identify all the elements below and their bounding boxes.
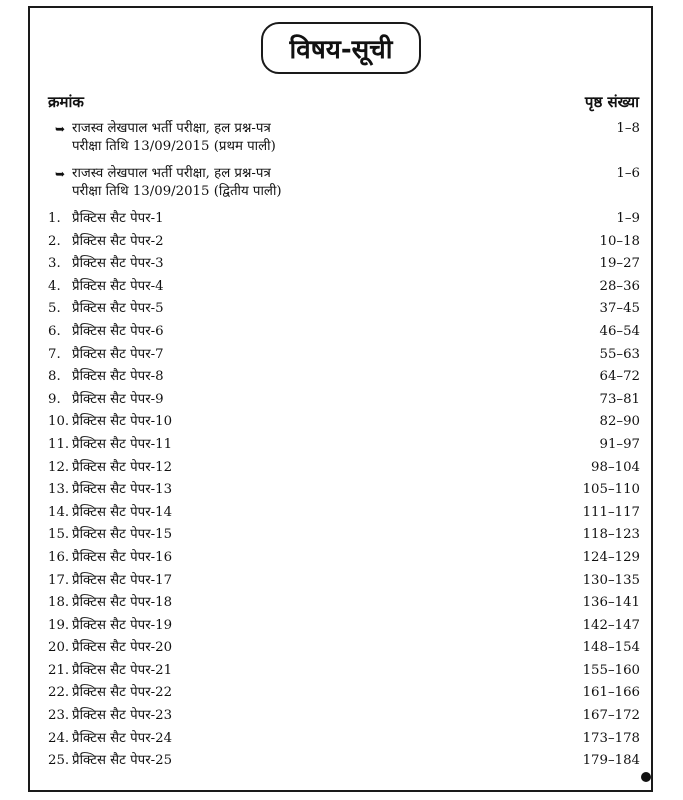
item-title: प्रैक्टिस सैट पेपर-21: [72, 662, 173, 678]
item-title: प्रैक्टिस सैट पेपर-15: [72, 527, 173, 543]
item-pages: 179–184: [582, 753, 640, 769]
list-item: [48, 594, 640, 617]
item-number: 20.: [48, 640, 70, 656]
item-pages: 142–147: [582, 617, 640, 633]
item-title: प्रैक्टिस सैट पेपर-2: [72, 233, 164, 249]
item-number: 25.: [48, 753, 70, 769]
item-number: 24.: [48, 730, 70, 746]
list-item: [48, 639, 640, 662]
item-pages: 155–160: [582, 662, 640, 678]
arrow-bullet-icon: ➥: [54, 122, 66, 136]
item-pages: 91–97: [599, 436, 640, 452]
item-number: 15.: [48, 527, 70, 543]
item-title: प्रैक्टिस सैट पेपर-11: [72, 436, 173, 452]
list-item: [48, 549, 640, 572]
list-item: [48, 391, 640, 414]
item-pages: 55–63: [599, 346, 640, 362]
list-item: [48, 165, 640, 210]
item-title: प्रैक्टिस सैट पेपर-5: [72, 301, 164, 317]
item-title: प्रैक्टिस सैट पेपर-6: [72, 323, 164, 339]
item-subtitle: परीक्षा तिथि 13/09/2015 (द्वितीय पाली): [72, 184, 282, 199]
list-item: [48, 300, 640, 323]
item-number: 23.: [48, 708, 70, 724]
item-pages: 148–154: [582, 640, 640, 656]
list-item: [48, 413, 640, 436]
item-number: 14.: [48, 504, 70, 520]
list-item: [48, 346, 640, 369]
item-number: 10.: [48, 414, 70, 430]
item-pages: 130–135: [582, 572, 640, 588]
item-title: प्रैक्टिस सैट पेपर-24: [72, 730, 173, 746]
item-number: 21.: [48, 662, 70, 678]
list-item: [48, 459, 640, 482]
list-item: [48, 662, 640, 685]
item-title: प्रैक्टिस सैट पेपर-18: [72, 595, 173, 611]
list-item: [48, 436, 640, 459]
item-subtitle: परीक्षा तिथि 13/09/2015 (प्रथम पाली): [72, 139, 276, 154]
item-number: 6.: [48, 323, 61, 339]
item-number: 9.: [48, 391, 61, 407]
item-number: 2.: [48, 233, 61, 249]
item-pages: 111–117: [582, 504, 640, 520]
contents-list: [48, 120, 640, 775]
item-pages: 124–129: [582, 549, 640, 565]
item-number: 4.: [48, 278, 61, 294]
item-pages: 105–110: [582, 482, 640, 498]
item-title: प्रैक्टिस सैट पेपर-8: [72, 369, 164, 385]
item-number: 8.: [48, 369, 61, 385]
list-item: [48, 233, 640, 256]
list-item: [48, 752, 640, 775]
arrow-bullet-icon: ➥: [54, 167, 66, 181]
item-title: प्रैक्टिस सैट पेपर-12: [72, 459, 173, 475]
item-title: प्रैक्टिस सैट पेपर-20: [72, 640, 173, 656]
list-item: [48, 504, 640, 527]
item-number: 19.: [48, 617, 70, 633]
item-number: 11.: [48, 436, 70, 452]
item-pages: 173–178: [582, 730, 640, 746]
item-title: प्रैक्टिस सैट पेपर-3: [72, 256, 164, 272]
item-title: प्रैक्टिस सैट पेपर-1: [72, 211, 164, 226]
list-item: [48, 323, 640, 346]
list-item: [48, 255, 640, 278]
list-item: [48, 278, 640, 301]
list-item: [48, 617, 640, 640]
item-pages: 19–27: [599, 256, 640, 272]
item-title: प्रैक्टिस सैट पेपर-19: [72, 617, 173, 633]
item-pages: 98–104: [591, 459, 640, 475]
item-pages: 167–172: [582, 708, 640, 724]
list-item: [48, 210, 640, 233]
item-pages: 161–166: [582, 685, 640, 701]
bullet-dot-icon: [641, 772, 651, 782]
item-pages: 73–81: [599, 391, 640, 407]
item-pages: 82–90: [599, 414, 640, 430]
item-pages: 46–54: [599, 323, 640, 339]
list-item: [48, 707, 640, 730]
serial-column-header: क्रमांक: [48, 93, 84, 111]
item-title: प्रैक्टिस सैट पेपर-10: [72, 414, 173, 430]
item-number: 13.: [48, 482, 70, 498]
list-item: [48, 526, 640, 549]
item-title: प्रैक्टिस सैट पेपर-17: [72, 572, 173, 588]
item-title: प्रैक्टिस सैट पेपर-9: [72, 391, 164, 407]
item-title: प्रैक्टिस सैट पेपर-25: [72, 753, 173, 769]
item-number: 7.: [48, 346, 61, 362]
item-title: प्रैक्टिस सैट पेपर-22: [72, 685, 173, 701]
item-number: 12.: [48, 459, 70, 475]
item-pages: 118–123: [582, 527, 640, 543]
item-title: प्रैक्टिस सैट पेपर-23: [72, 708, 173, 724]
item-number: 18.: [48, 595, 70, 611]
item-pages: 37–45: [599, 301, 640, 317]
list-item: [48, 120, 640, 165]
item-title: प्रैक्टिस सैट पेपर-16: [72, 549, 173, 565]
list-item: [48, 730, 640, 753]
page-title: विषय-सूची: [261, 22, 421, 74]
item-number: 22.: [48, 685, 70, 701]
item-pages: 10–18: [599, 233, 640, 249]
item-title: प्रैक्टिस सैट पेपर-4: [72, 278, 164, 294]
item-title: राजस्व लेखपाल भर्ती परीक्षा, हल प्रश्न-पत्र: [72, 166, 271, 181]
item-pages: 1–6: [616, 166, 640, 181]
item-number: 16.: [48, 549, 70, 565]
page-column-header: पृष्ठ संख्या: [584, 93, 639, 111]
item-pages: 64–72: [599, 369, 640, 385]
list-item: [48, 572, 640, 595]
item-pages: 136–141: [582, 595, 640, 611]
list-item: [48, 481, 640, 504]
item-number: 17.: [48, 572, 70, 588]
item-pages: 28–36: [599, 278, 640, 294]
item-number: 5.: [48, 301, 61, 317]
item-title: प्रैक्टिस सैट पेपर-14: [72, 504, 173, 520]
item-title: राजस्व लेखपाल भर्ती परीक्षा, हल प्रश्न-पत्र: [72, 121, 271, 136]
item-title: प्रैक्टिस सैट पेपर-13: [72, 482, 173, 498]
item-pages: 1–8: [616, 121, 640, 136]
list-item: [48, 684, 640, 707]
list-item: [48, 368, 640, 391]
item-pages: 1–9: [616, 211, 640, 226]
item-title: प्रैक्टिस सैट पेपर-7: [72, 346, 164, 362]
numbered-items: [48, 210, 640, 775]
item-number: 3.: [48, 256, 61, 272]
item-number: 1.: [48, 211, 61, 226]
